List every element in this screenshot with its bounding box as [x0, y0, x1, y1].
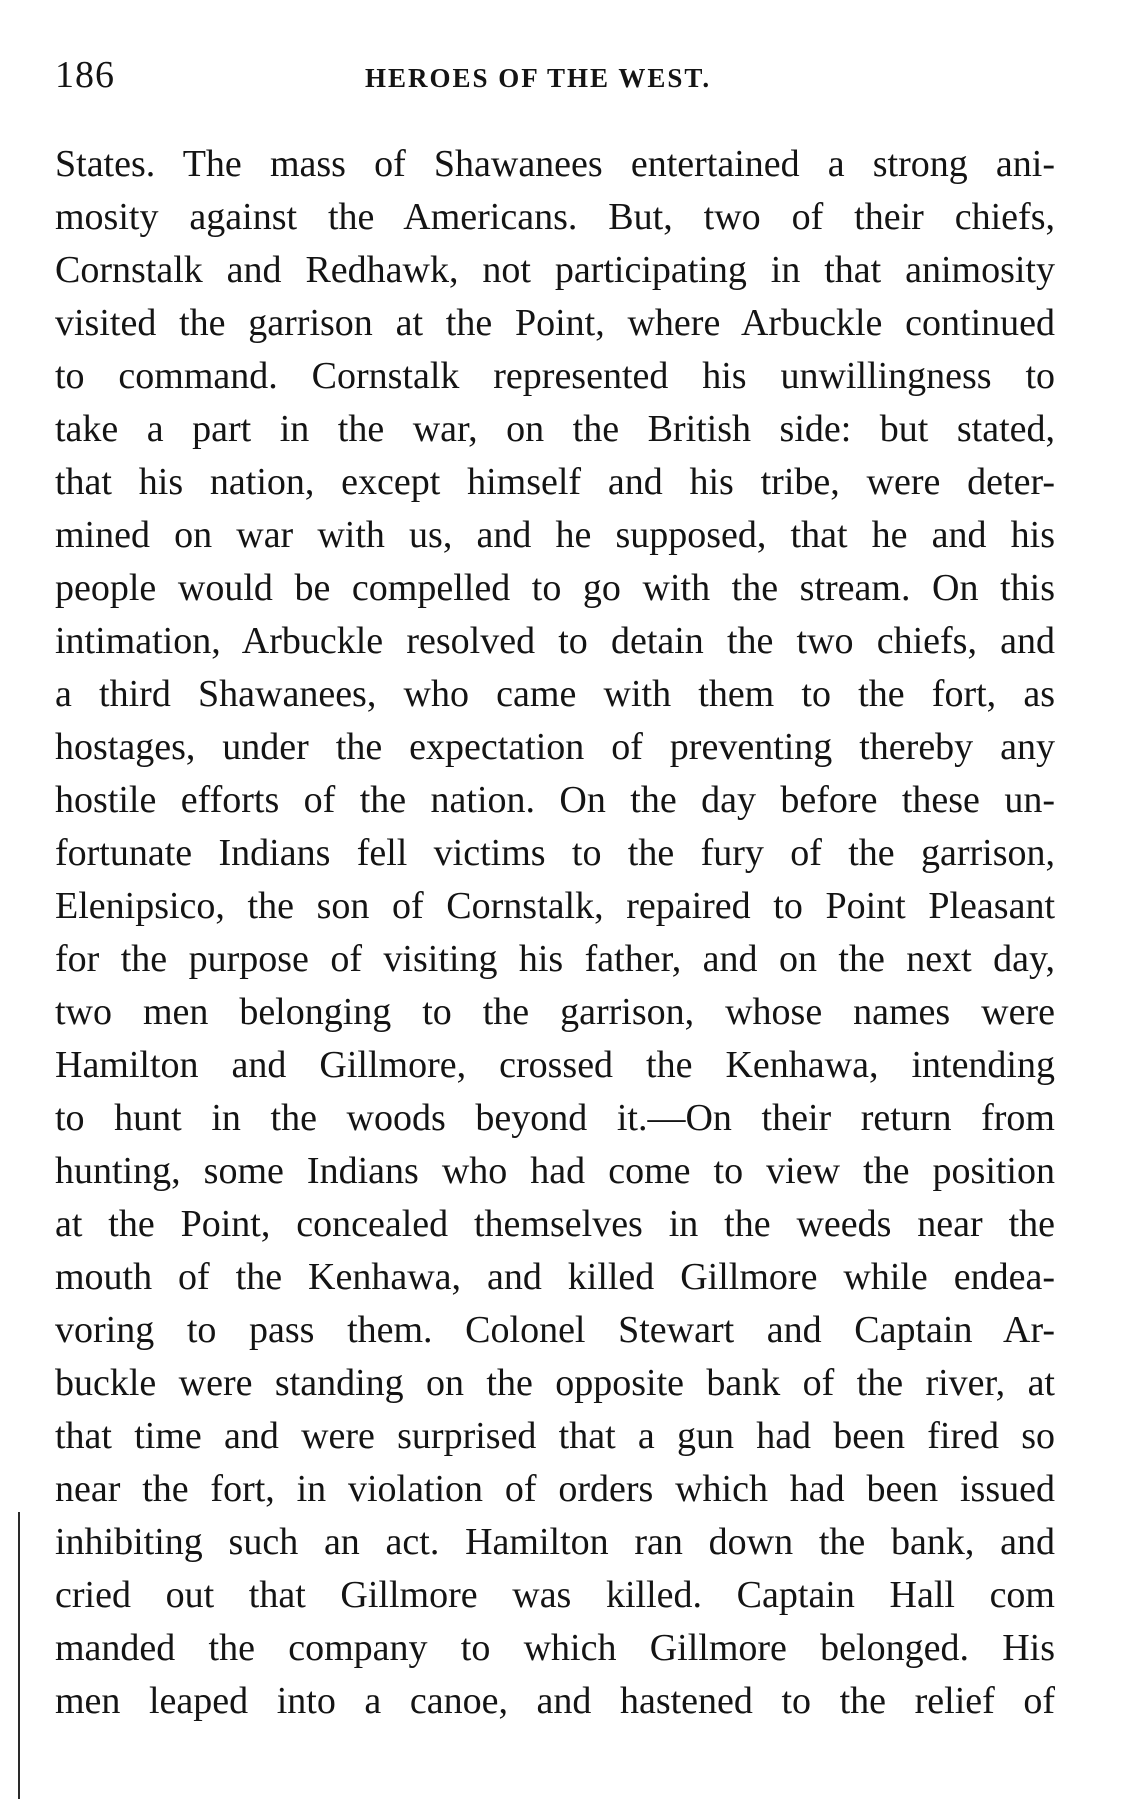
text-line: mined on war with us, and he supposed, that he and his	[55, 514, 1055, 556]
text-line: a third Shawanees, who came with them to the fort, as	[55, 673, 1055, 715]
text-line: Elenipsico, the son of Cornstalk, repaired to Point Pleasant	[55, 885, 1055, 927]
text-line: buckle were standing on the opposite bank of the river, at	[55, 1362, 1055, 1404]
page-header	[55, 50, 1055, 100]
text-line: take a part in the war, on the British side: but stated,	[55, 408, 1055, 450]
text-line: mouth of the Kenhawa, and killed Gillmore while endea-	[55, 1256, 1055, 1298]
text-line: two men belonging to the garrison, whose names were	[55, 991, 1055, 1033]
text-line: Hamilton and Gillmore, crossed the Kenhawa, intending	[55, 1044, 1055, 1086]
text-line: that time and were surprised that a gun had been fired so	[55, 1415, 1055, 1457]
text-line: men leaped into a canoe, and hastened to the relief of	[55, 1680, 1055, 1722]
scan-margin-line	[18, 1512, 20, 1799]
body-text	[55, 138, 1055, 1728]
text-line: visited the garrison at the Point, where Arbuckle continued	[55, 302, 1055, 344]
text-line: hunting, some Indians who had come to view the position	[55, 1150, 1055, 1192]
text-line: hostages, under the expectation of preventing thereby any	[55, 726, 1055, 768]
text-line: hostile efforts of the nation. On the day before these un-	[55, 779, 1055, 821]
text-line: voring to pass them. Colonel Stewart and Captain Ar-	[55, 1309, 1055, 1351]
text-line: manded the company to which Gillmore belonged. His	[55, 1627, 1055, 1669]
text-line: that his nation, except himself and his tribe, were deter-	[55, 461, 1055, 503]
text-line: fortunate Indians fell victims to the fury of the garrison,	[55, 832, 1055, 874]
text-line: cried out that Gillmore was killed. Captain Hall com	[55, 1574, 1055, 1616]
running-head: HEROES OF THE WEST.	[365, 63, 712, 93]
text-line: inhibiting such an act. Hamilton ran down the bank, and	[55, 1521, 1055, 1563]
text-line: people would be compelled to go with the stream. On this	[55, 567, 1055, 609]
text-line: Cornstalk and Redhawk, not participating in that animosity	[55, 249, 1055, 291]
text-line: at the Point, concealed themselves in the weeds near the	[55, 1203, 1055, 1245]
text-line: to command. Cornstalk represented his unwillingness to	[55, 355, 1055, 397]
text-line: near the fort, in violation of orders which had been issued	[55, 1468, 1055, 1510]
text-line: mosity against the Americans. But, two of their chiefs,	[55, 196, 1055, 238]
text-line: intimation, Arbuckle resolved to detain the two chiefs, and	[55, 620, 1055, 662]
text-line: States. The mass of Shawanees entertained a strong ani-	[55, 143, 1055, 185]
page-number: 186	[55, 54, 115, 96]
text-line: for the purpose of visiting his father, and on the next day,	[55, 938, 1055, 980]
text-line: to hunt in the woods beyond it.—On their return from	[55, 1097, 1055, 1139]
